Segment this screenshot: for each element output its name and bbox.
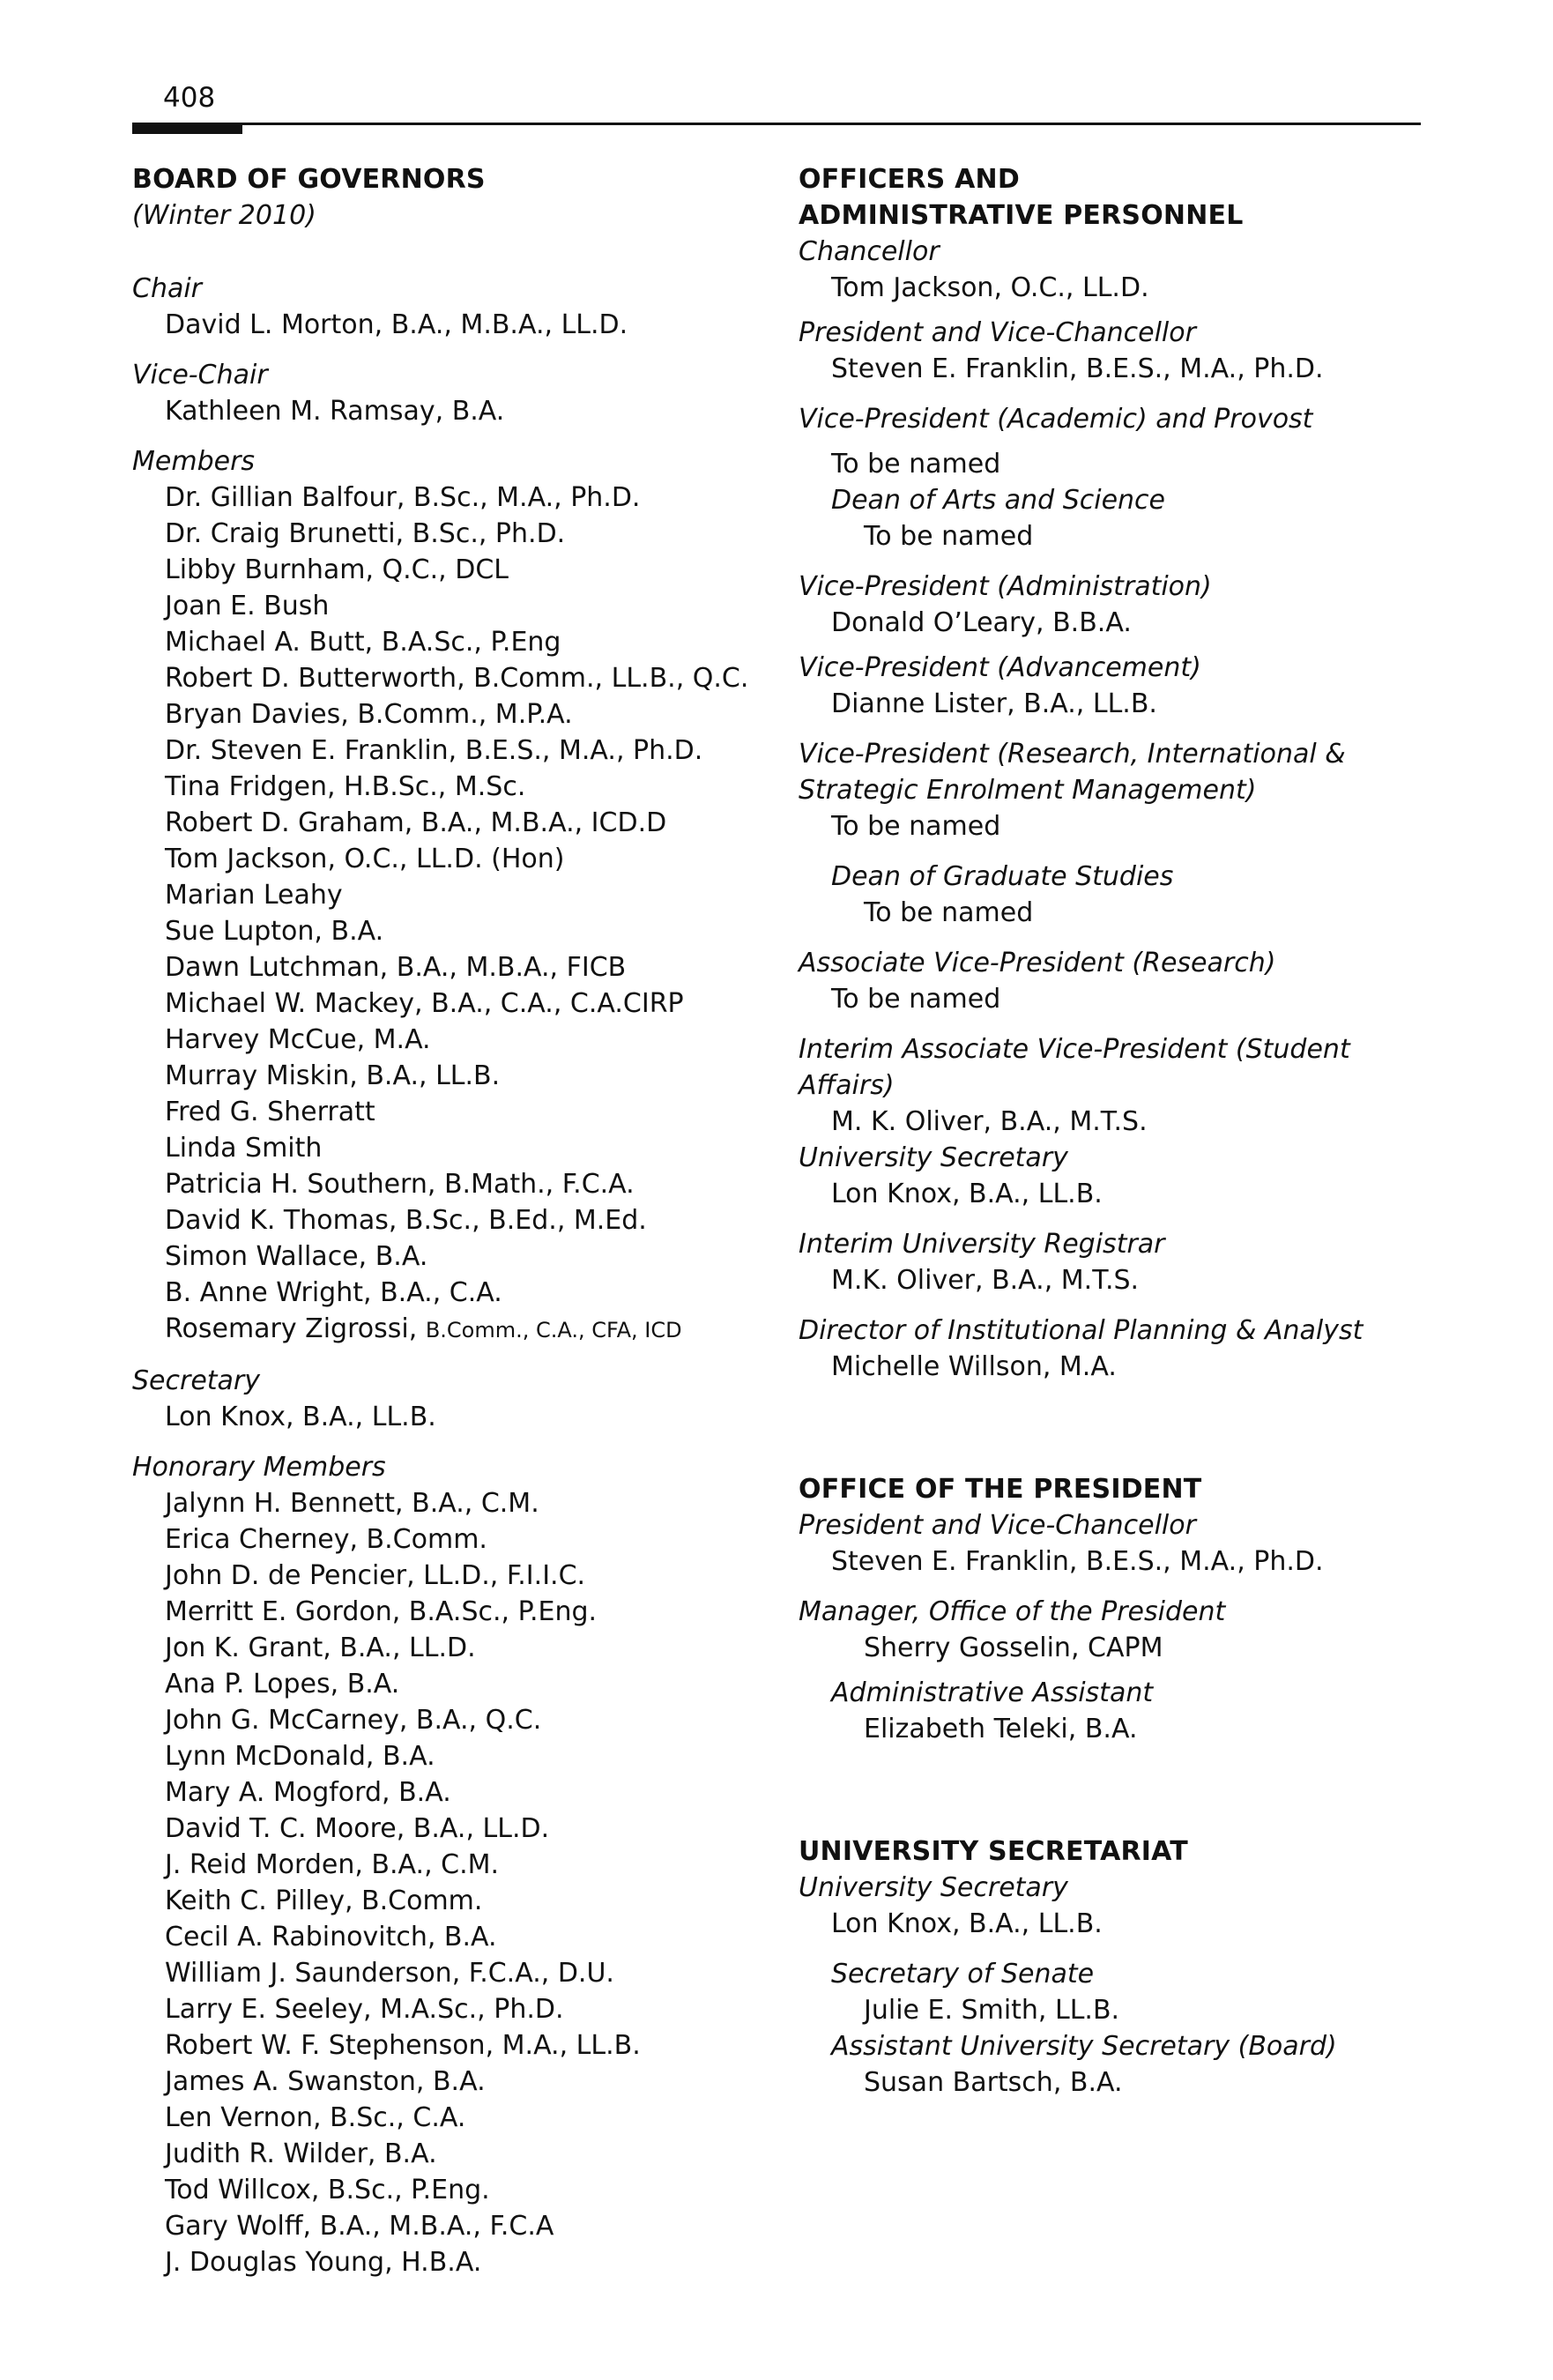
po-assistant-label: Administrative Assistant bbox=[831, 1677, 1154, 1708]
list-item: Dr. Steven E. Franklin, B.E.S., M.A., Ph.D. bbox=[165, 735, 703, 766]
vp-advancement-name: Dianne Lister, B.A., LL.B. bbox=[831, 688, 1157, 719]
list-item: Larry E. Seeley, M.A.Sc., Ph.D. bbox=[165, 1994, 564, 2025]
avp-research-name: To be named bbox=[831, 984, 1001, 1015]
vp-admin-name: Donald O’Leary, B.B.A. bbox=[831, 607, 1132, 638]
list-item: Joan E. Bush bbox=[165, 591, 330, 621]
right-column bbox=[799, 161, 1424, 2101]
vp-research-label-line1: Vice-President (Research, International & bbox=[799, 739, 1346, 770]
vice-chair-name: Kathleen M. Ramsay, B.A. bbox=[165, 396, 505, 427]
officers-title-line2: ADMINISTRATIVE PERSONNEL bbox=[799, 200, 1244, 231]
chair-label: Chair bbox=[132, 273, 203, 304]
list-item: Bryan Davies, B.Comm., M.P.A. bbox=[165, 699, 573, 730]
header-rule bbox=[132, 123, 1421, 125]
board-secretary-label: Assistant University Secretary (Board) bbox=[831, 2031, 1337, 2062]
vp-academic-label: Vice-President (Academic) and Provost bbox=[799, 404, 1313, 435]
list-item: Michael A. Butt, B.A.Sc., P.Eng bbox=[165, 627, 561, 658]
list-item: Linda Smith bbox=[165, 1133, 323, 1164]
page-number: 408 bbox=[163, 82, 216, 114]
chancellor-name: Tom Jackson, O.C., LL.D. bbox=[831, 272, 1149, 303]
list-item: Robert W. F. Stephenson, M.A., LL.B. bbox=[165, 2030, 641, 2061]
secretary-label: Secretary bbox=[132, 1365, 261, 1396]
sec-secretary-name: Lon Knox, B.A., LL.B. bbox=[831, 1908, 1103, 1939]
list-item: Dawn Lutchman, B.A., M.B.A., FICB bbox=[165, 952, 627, 983]
list-item: Erica Cherney, B.Comm. bbox=[165, 1524, 487, 1555]
list-item: David K. Thomas, B.Sc., B.Ed., M.Ed. bbox=[165, 1205, 647, 1236]
list-item: Len Vernon, B.Sc., C.A. bbox=[165, 2102, 466, 2133]
list-item: John D. de Pencier, LL.D., F.I.I.C. bbox=[165, 1560, 586, 1591]
dean-arts-name: To be named bbox=[864, 521, 1034, 552]
officers-title-line1: OFFICERS AND bbox=[799, 164, 1020, 195]
list-item: Michael W. Mackey, B.A., C.A., C.A.CIRP bbox=[165, 988, 684, 1019]
vp-research-label-line2: Strategic Enrolment Management) bbox=[799, 775, 1257, 806]
list-item: Ana P. Lopes, B.A. bbox=[165, 1669, 400, 1699]
list-item: Jalynn H. Bennett, B.A., C.M. bbox=[165, 1488, 539, 1519]
president-label: President and Vice-Chancellor bbox=[799, 317, 1196, 348]
president-name: Steven E. Franklin, B.E.S., M.A., Ph.D. bbox=[831, 353, 1324, 384]
po-president-label: President and Vice-Chancellor bbox=[799, 1510, 1196, 1541]
secretariat-title: UNIVERSITY SECRETARIAT bbox=[799, 1836, 1188, 1867]
board-title: BOARD OF GOVERNORS bbox=[132, 164, 486, 195]
honorary-label: Honorary Members bbox=[132, 1452, 386, 1483]
honorary-list bbox=[132, 1485, 767, 2280]
list-item bbox=[132, 1311, 767, 1349]
chancellor-label: Chancellor bbox=[799, 236, 940, 267]
list-item: Dr. Craig Brunetti, B.Sc., Ph.D. bbox=[165, 518, 566, 549]
list-item: Lynn McDonald, B.A. bbox=[165, 1741, 435, 1772]
registrar-name: M.K. Oliver, B.A., M.T.S. bbox=[831, 1265, 1140, 1296]
sec-secretary-label: University Secretary bbox=[799, 1872, 1068, 1903]
list-item: David T. C. Moore, B.A., LL.D. bbox=[165, 1813, 550, 1844]
senate-name: Julie E. Smith, LL.B. bbox=[864, 1995, 1120, 2026]
planning-label: Director of Institutional Planning & Analyst bbox=[799, 1315, 1364, 1346]
list-item: Murray Miskin, B.A., LL.B. bbox=[165, 1060, 501, 1091]
list-item: William J. Saunderson, F.C.A., D.U. bbox=[165, 1958, 614, 1989]
secretary-name: Lon Knox, B.A., LL.B. bbox=[165, 1402, 436, 1432]
left-column bbox=[132, 161, 767, 2280]
chair-name: David L. Morton, B.A., M.B.A., LL.D. bbox=[165, 309, 628, 340]
po-manager-label: Manager, Office of the President bbox=[799, 1596, 1226, 1627]
list-item: Libby Burnham, Q.C., DCL bbox=[165, 554, 509, 585]
univ-secretary-label: University Secretary bbox=[799, 1142, 1068, 1173]
list-item: Merritt E. Gordon, B.A.Sc., P.Eng. bbox=[165, 1596, 598, 1627]
po-president-name: Steven E. Franklin, B.E.S., M.A., Ph.D. bbox=[831, 1546, 1324, 1577]
list-item: John G. McCarney, B.A., Q.C. bbox=[165, 1705, 542, 1736]
po-manager-name: Sherry Gosselin, CAPM bbox=[864, 1633, 1163, 1663]
list-item: Fred G. Sherratt bbox=[165, 1097, 375, 1127]
dean-grad-name: To be named bbox=[864, 897, 1034, 928]
list-item: Gary Wolff, B.A., M.B.A., F.C.A bbox=[165, 2211, 554, 2242]
dean-arts-label: Dean of Arts and Science bbox=[831, 485, 1165, 516]
last-member-credentials: B.Comm., C.A., CFA, ICD bbox=[425, 1318, 682, 1342]
last-member-name: Rosemary Zigrossi, bbox=[165, 1313, 418, 1344]
list-item: Judith R. Wilder, B.A. bbox=[165, 2138, 437, 2169]
list-item: Jon K. Grant, B.A., LL.D. bbox=[165, 1633, 476, 1663]
list-item: J. Douglas Young, H.B.A. bbox=[165, 2247, 482, 2278]
list-item: B. Anne Wright, B.A., C.A. bbox=[165, 1277, 502, 1308]
senate-label: Secretary of Senate bbox=[831, 1959, 1095, 1990]
avp-student-name: M. K. Oliver, B.A., M.T.S. bbox=[831, 1106, 1148, 1137]
list-item: Dr. Gillian Balfour, B.Sc., M.A., Ph.D. bbox=[165, 482, 641, 513]
po-assistant-name: Elizabeth Teleki, B.A. bbox=[864, 1714, 1138, 1744]
vp-admin-label: Vice-President (Administration) bbox=[799, 571, 1212, 602]
list-item: James A. Swanston, B.A. bbox=[165, 2066, 486, 2097]
vp-advancement-label: Vice-President (Advancement) bbox=[799, 652, 1201, 683]
list-item: Tina Fridgen, H.B.Sc., M.Sc. bbox=[165, 771, 526, 802]
board-subtitle: (Winter 2010) bbox=[132, 200, 316, 231]
members-label: Members bbox=[132, 446, 256, 477]
list-item: Harvey McCue, M.A. bbox=[165, 1024, 431, 1055]
list-item: Mary A. Mogford, B.A. bbox=[165, 1777, 451, 1808]
list-item: Marian Leahy bbox=[165, 880, 343, 911]
president-office-title: OFFICE OF THE PRESIDENT bbox=[799, 1474, 1202, 1505]
registrar-label: Interim University Registrar bbox=[799, 1229, 1165, 1260]
avp-research-label: Associate Vice-President (Research) bbox=[799, 948, 1276, 978]
list-item: Keith C. Pilley, B.Comm. bbox=[165, 1885, 483, 1916]
members-list bbox=[132, 480, 767, 1349]
univ-secretary-name: Lon Knox, B.A., LL.B. bbox=[831, 1179, 1103, 1209]
avp-student-label: Interim Associate Vice-President (Student Affairs) bbox=[799, 1034, 1350, 1101]
list-item: Simon Wallace, B.A. bbox=[165, 1241, 428, 1272]
vice-chair-label: Vice-Chair bbox=[132, 360, 268, 390]
list-item: Sue Lupton, B.A. bbox=[165, 916, 384, 947]
vp-research-name: To be named bbox=[831, 811, 1001, 842]
board-secretary-name: Susan Bartsch, B.A. bbox=[864, 2067, 1123, 2098]
planning-name: Michelle Willson, M.A. bbox=[831, 1351, 1117, 1382]
list-item: Cecil A. Rabinovitch, B.A. bbox=[165, 1922, 497, 1952]
vp-academic-name: To be named bbox=[831, 449, 1001, 480]
list-item: Tod Willcox, B.Sc., P.Eng. bbox=[165, 2175, 490, 2205]
list-item: Patricia H. Southern, B.Math., F.C.A. bbox=[165, 1169, 635, 1200]
list-item: Robert D. Graham, B.A., M.B.A., ICD.D bbox=[165, 807, 667, 838]
list-item: Tom Jackson, O.C., LL.D. (Hon) bbox=[165, 844, 565, 874]
dean-grad-label: Dean of Graduate Studies bbox=[831, 861, 1174, 892]
list-item: Robert D. Butterworth, B.Comm., LL.B., Q.C. bbox=[165, 663, 749, 694]
header-rule-accent bbox=[132, 123, 242, 134]
list-item: J. Reid Morden, B.A., C.M. bbox=[165, 1849, 500, 1880]
